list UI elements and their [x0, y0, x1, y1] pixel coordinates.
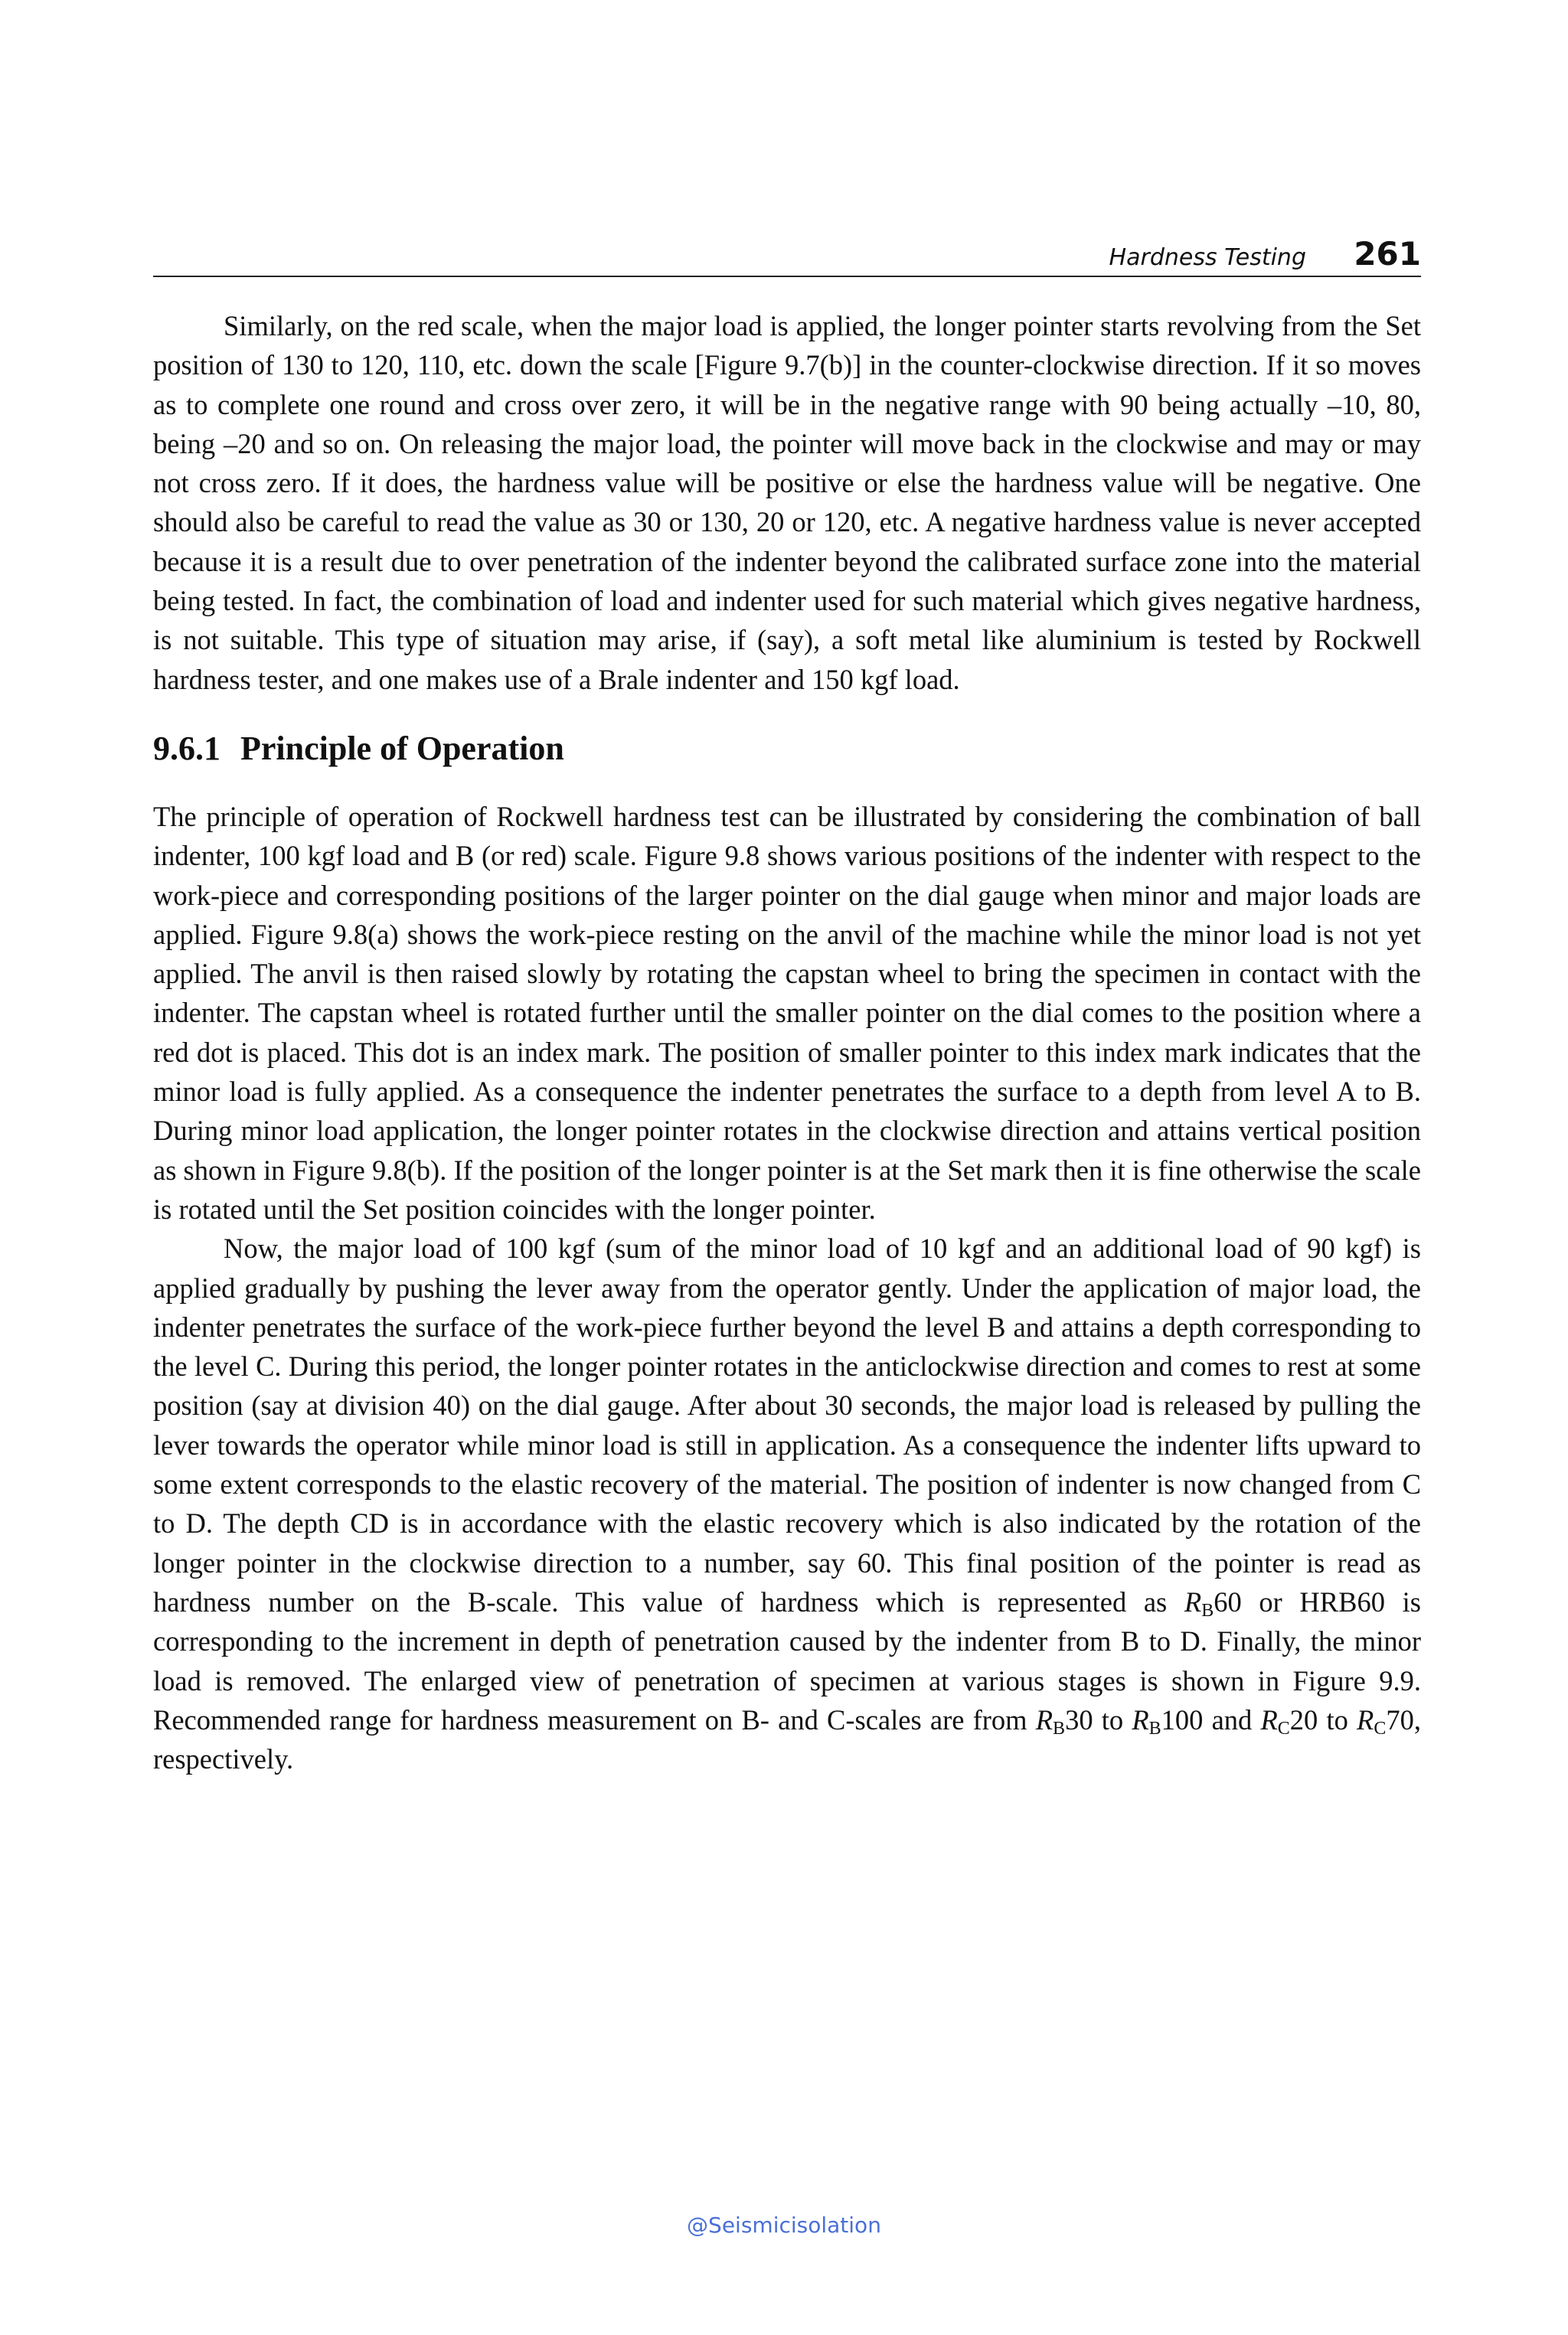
rc-subscript: C [1277, 1718, 1290, 1739]
section-heading [153, 730, 1421, 768]
rc-symbol: R [1357, 1703, 1374, 1736]
rc-subscript: C [1374, 1718, 1387, 1739]
body-text [153, 306, 1421, 1778]
rb-subscript: B [1201, 1600, 1214, 1621]
rb-subscript: B [1053, 1718, 1066, 1739]
rb-subscript: B [1148, 1718, 1161, 1739]
paragraph-red-scale: Similarly, on the red scale, when the major load is applied, the longer pointer starts revolving from the Set position of 130 to 120, 110, etc. down the scale [Figure 9.7(b)] in the counter-clockwise direction. If it so moves as to complete one round and cross over zero, it will be in the negative range with 90 being actually –10, 80, being –20 and so on. On releasing the major load, the pointer will move back in the clockwise and may or may not cross zero. If it does, the hardness value will be positive or else the hardness value will be negative. One should also be careful to read the value as 30 or 130, 20 or 120, etc. A negative hardness value is never accepted because it is a result due to over penetration of the indenter beyond the calibrated surface zone into the material being tested. In fact, the combination of load and indenter used for such material which gives negative hardness, is not suitable. This type of situation may arise, if (say), a soft metal like aluminium is tested by Rockwell hardness tester, and one makes use of a Brale indenter and 150 kgf load. [153, 310, 1421, 695]
section-title: Principle of Operation [240, 729, 564, 767]
text-run: to [1093, 1703, 1132, 1736]
text-run: and [1203, 1703, 1261, 1736]
rb-symbol: R [1132, 1703, 1149, 1736]
watermark: @Seismicisolation [687, 2213, 881, 2238]
rb-symbol: R [1035, 1703, 1054, 1736]
range-c-high: 70 [1386, 1703, 1414, 1736]
text-run: , respectively. [153, 1703, 1421, 1775]
page-header [153, 230, 1421, 277]
text-run: to [1318, 1703, 1357, 1736]
running-title: Hardness Testing [1109, 244, 1306, 271]
paragraph-major-load [153, 1229, 1421, 1778]
section-number: 9.6.1 [153, 729, 220, 767]
paragraph-principle: The principle of operation of Rockwell hardness test can be illustrated by considering the combination of ball indenter, 100 kgf load and B (or red) scale. Figure 9.8 shows various positions of the indenter with respect to the work-piece and corresponding positions of the larger pointer on the dial gauge when minor and major loads are applied. Figure 9.8(a) shows the work-piece resting on the anvil of the machine while the minor load is not yet applied. The anvil is then raised slowly by rotating the capstan wheel to bring the specimen in contact with the indenter. The capstan wheel is rotated further until the smaller pointer on the dial comes to the position where a red dot is placed. This dot is an index mark. The position of smaller pointer to this index mark indicates that the minor load is fully applied. As a consequence the indenter penetrates the surface to a depth from level A to B. During minor load application, the longer pointer rotates in the clockwise direction and attains vertical position as shown in Figure 9.8(b). If the position of the longer pointer is at the Set mark then it is fine otherwise the scale is rotated until the Set position coincides with the longer pointer. [153, 800, 1421, 1225]
rc-symbol: R [1260, 1703, 1278, 1736]
range-c-low: 20 [1289, 1703, 1318, 1736]
page-number: 261 [1354, 235, 1421, 273]
rb-symbol: R [1184, 1586, 1202, 1618]
text-run: Now, the major load of 100 kgf (sum of the minor load of 10 kgf and an additional load of 90 kgf) is applied gradually by pushing the lever away from the operator gently. Under the application of major load, the indenter penetrates the surface of the work-piece further beyond the level B and attains a depth corresponding to the level C. During this period, the longer pointer rotates in the anticlockwise direction and comes to rest at some position (say at division 40) on the dial gauge. After about 30 seconds, the major load is released by pulling the lever towards the operator while minor load is still in application. As a consequence the indenter lifts upward to some extent corresponds to the elastic recovery of the material. The position of indenter is now changed from C to D. The depth CD is in accordance with the elastic recovery which is also indicated by the rotation of the longer pointer in the clockwise direction to a number, say 60. This final position of the pointer is read as hardness number on the B-scale. This value of hardness which is represented as [153, 1233, 1421, 1618]
range-b-low: 30 [1065, 1703, 1093, 1736]
range-b-high: 100 [1161, 1703, 1204, 1736]
text-run: 60 or HRB60 is corresponding to the increment in depth of penetration caused by the indenter from B to D. Finally, the minor load is removed. The enlarged view of penetration of specimen at various stages is shown in Figure 9.9. Recommended range for hardness measurement on B- and C-scales are from [153, 1586, 1421, 1736]
